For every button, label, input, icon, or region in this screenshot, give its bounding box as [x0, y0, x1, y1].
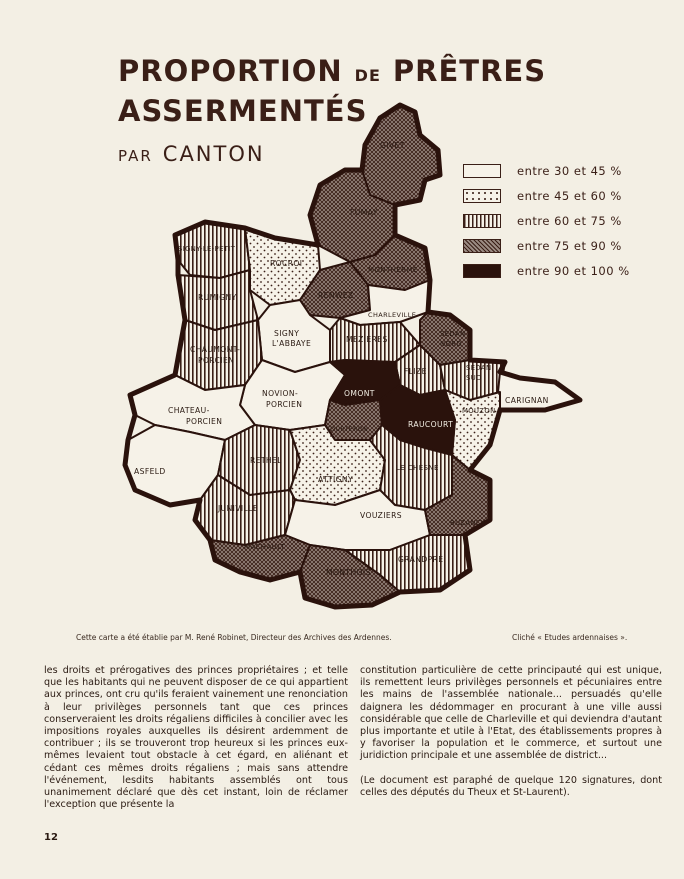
text-column-left: [44, 665, 348, 811]
label-grandpre: GRANDPRÉ: [398, 555, 444, 564]
label-chateau-1: CHATEAU-: [168, 406, 210, 415]
legend-label: entre 45 et 60 %: [517, 188, 622, 203]
label-chaumont-1: CHAUMONT-: [190, 345, 241, 354]
label-chaumont-2: PORCIEN: [198, 356, 235, 365]
map-title-line-2: ASSERMENTÉS: [118, 94, 368, 128]
text-column-right: [360, 665, 662, 799]
title-word-par: PAR: [118, 147, 153, 165]
label-signy-abbaye-1: SIGNY: [274, 329, 300, 338]
legend-swatch-solid: [463, 264, 501, 278]
label-buzancy: BUZANCY: [450, 519, 486, 527]
label-sedan-nord-1: SEDAN: [440, 330, 466, 338]
map-title-line-3: [118, 142, 265, 166]
label-machault: MACHAULT: [244, 543, 286, 551]
legend-label: entre 75 et 90 %: [517, 238, 622, 253]
label-sedan-sud-1: SEDAN: [466, 364, 492, 372]
label-flize: FLIZE: [404, 367, 427, 376]
title-word-pretres: PRÊTRES: [392, 54, 547, 88]
label-sedan-sud-2: SUD: [466, 374, 482, 382]
legend-swatch-lines: [463, 214, 501, 228]
paragraph: les droits et prérogatives des princes propriétaires ; et telle que les habitants qui ne peuvent disposer de ce qui appartient aux princes, ont cru qu'ils feraient vainement une renonciation à leur privilèges personnels tant que ces princes conserveraient les droits régaliens difficiles à concilier avec les impositions royales auxquelles ils désirent ardemment de contribuer ; ils se trouveront trop heureux si les princes eux-mêmes levaient tout obstacle à cet égard, en aliénant et cédant ces mêmes droits régaliens ; mais sans attendre l'événement, lesdits habitants assemblés ont tous unanimement déclaré que dès cet instant, loin de réclamer l'exception que présente la: [44, 665, 348, 811]
label-tourteron: TOURTERON: [326, 426, 369, 433]
label-monthois: MONTHOIS: [326, 568, 371, 577]
map-credit-caption: Cette carte a été établie par M. René Robinet, Directeur des Archives des Ardennes.: [76, 633, 392, 642]
label-raucourt: RAUCOURT: [408, 420, 454, 429]
label-attigny: ATTIGNY: [318, 475, 353, 484]
page-number: 12: [44, 832, 58, 843]
label-sedan-nord-2: NORD: [440, 340, 462, 348]
legend-label: entre 90 et 100 %: [517, 263, 630, 278]
label-rethel: RETHEL: [250, 456, 282, 465]
label-chateau-2: PORCIEN: [186, 417, 223, 426]
label-juniville: JUNIVILLE: [218, 504, 259, 513]
photo-credit-caption: Cliché « Etudes ardennaises ».: [512, 633, 628, 642]
label-le-chesne: LE CHESNE: [396, 464, 439, 472]
label-mouzon: MOUZON: [462, 407, 496, 415]
title-word-proportion: PROPORTION: [118, 54, 343, 88]
label-asfeld: ASFELD: [134, 467, 166, 476]
legend-row-45-60: [463, 183, 630, 208]
label-givet: GIVET: [380, 141, 405, 150]
label-signy-le-petit: SIGNY-LE-PETIT: [178, 245, 236, 253]
label-mezieres: MEZIERES: [346, 335, 388, 344]
canton-tourteron: [325, 400, 382, 440]
label-rumigny: RUMIGNY: [198, 293, 237, 302]
label-novion-2: PORCIEN: [266, 400, 303, 409]
legend-label: entre 60 et 75 %: [517, 213, 622, 228]
label-omont: OMONT: [344, 389, 375, 398]
label-montherme: MONTHERMÉ: [368, 266, 418, 274]
label-vouziers: VOUZIERS: [360, 511, 402, 520]
paragraph: constitution particulière de cette principauté qui est unique, ils remettent leurs privilèges personnels et pécuniaires entre les mains de l'assemblée nationale... persuadés qu'elle daignera les dédommager en procurant à une ville aussi considérable que celle de Charleville et qui deviendra d'autant plus importante et utile à l'Etat, des établissements propres à y favoriser la population et le commerce, et surtout une juridiction principale et une assemblée de district...: [360, 665, 662, 762]
label-renwez: RENWEZ: [318, 291, 354, 300]
label-charleville: CHARLEVILLE: [368, 311, 417, 319]
title-word-canton: CANTON: [162, 142, 265, 166]
paragraph: (Le document est paraphé de quelque 120 signatures, dont celles des députés du Theux et St-Laurent).: [360, 774, 662, 798]
canton-givet: [362, 105, 440, 205]
legend-label: entre 30 et 45 %: [517, 163, 622, 178]
legend-row-60-75: [463, 208, 630, 233]
map-legend: [463, 158, 630, 283]
label-signy-abbaye-2: L'ABBAYE: [272, 339, 312, 348]
legend-swatch-cross: [463, 239, 501, 253]
label-rocroi: ROCROI: [270, 259, 303, 268]
label-carignan: CARIGNAN: [505, 396, 549, 405]
legend-row-90-100: [463, 258, 630, 283]
legend-row-30-45: [463, 158, 630, 183]
title-word-de: DE: [354, 66, 381, 85]
legend-swatch-blank: [463, 164, 501, 178]
label-fumay: FUMAY: [350, 208, 378, 217]
legend-swatch-dots: [463, 189, 501, 203]
map-title-line-1: [118, 54, 546, 88]
label-novion-1: NOVION-: [262, 389, 299, 398]
legend-row-75-90: [463, 233, 630, 258]
